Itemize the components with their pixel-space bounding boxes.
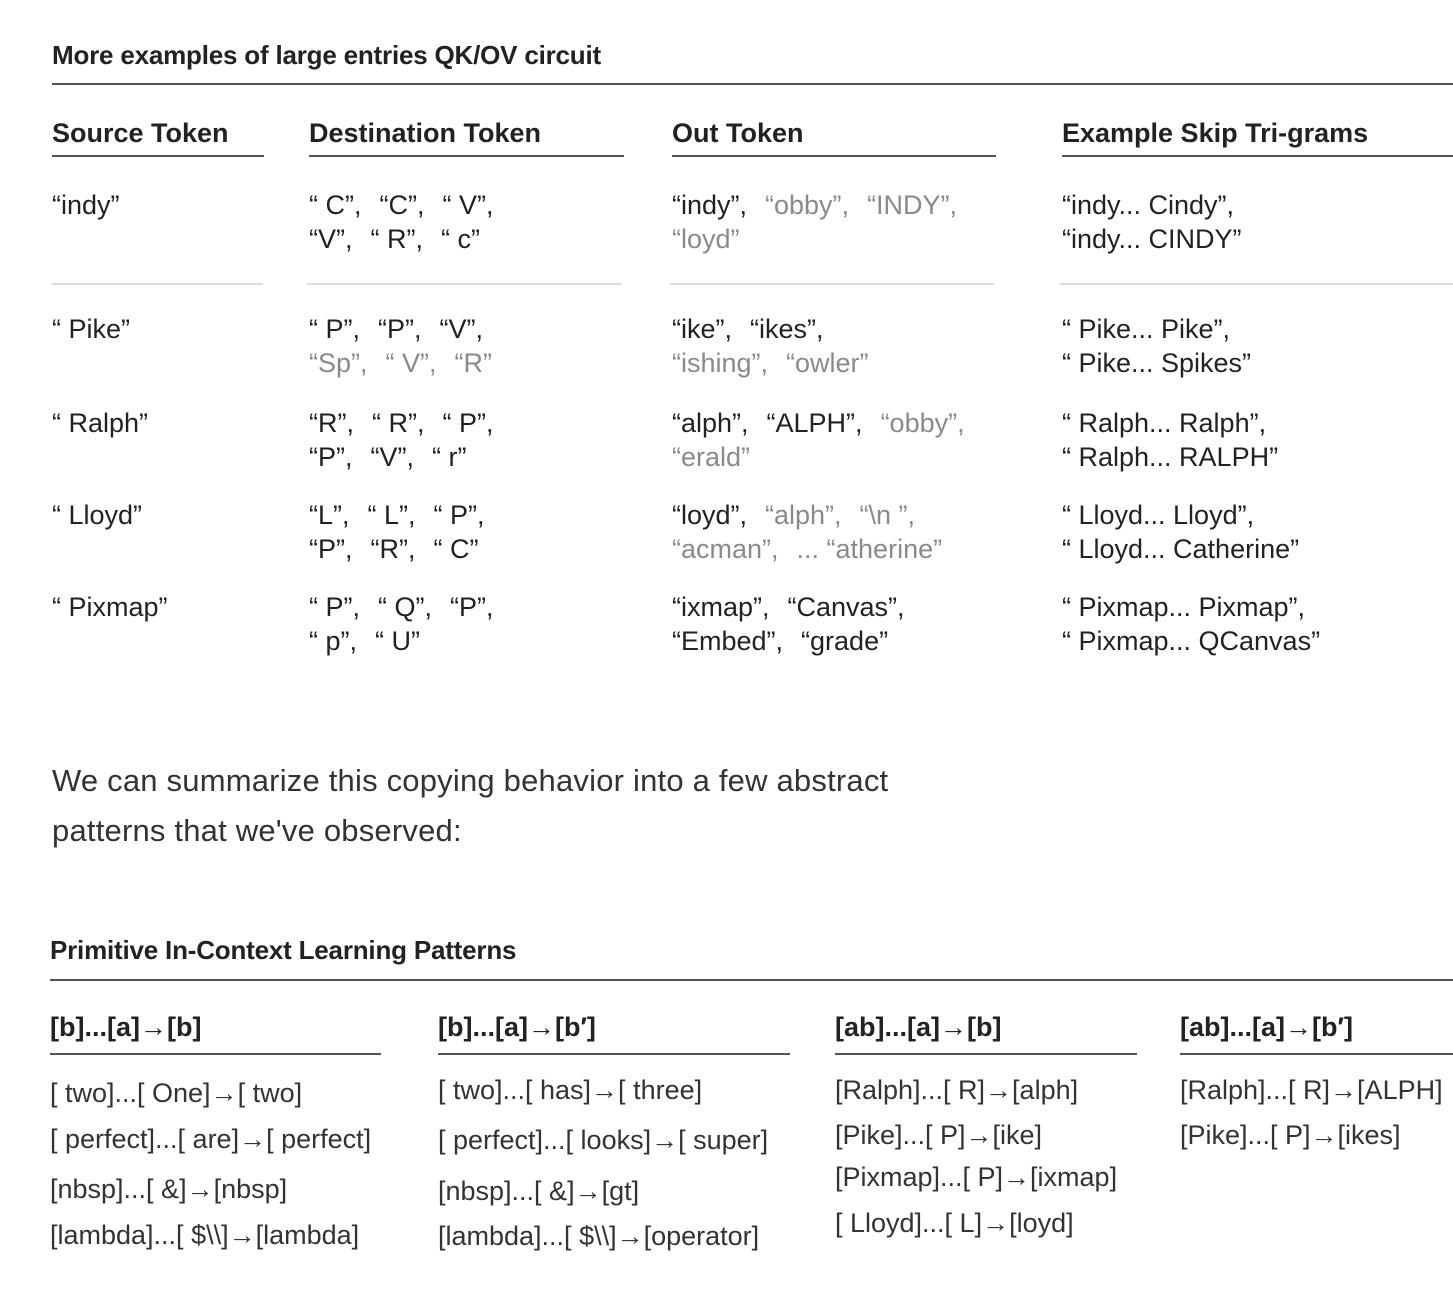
token-line bbox=[309, 624, 512, 658]
token-line bbox=[309, 346, 510, 380]
token-line bbox=[672, 222, 975, 256]
skip-trigrams bbox=[1062, 590, 1320, 658]
trigram-line: “ Lloyd... Lloyd”, bbox=[1062, 500, 1255, 530]
token-line bbox=[309, 590, 512, 624]
token: “indy”, bbox=[672, 190, 748, 220]
out-tokens bbox=[672, 312, 887, 380]
patterns-title: Primitive In-Context Learning Patterns bbox=[50, 935, 517, 965]
header-source-token: Source Token bbox=[52, 118, 264, 157]
token-line bbox=[309, 532, 503, 566]
token: “erald” bbox=[672, 442, 751, 472]
token: “ V”, bbox=[442, 190, 494, 220]
skip-trigrams bbox=[1062, 312, 1251, 380]
pattern-example: [ two]...[ One]→[ two] bbox=[50, 1078, 303, 1108]
token-line bbox=[672, 406, 983, 440]
token: “R” bbox=[454, 348, 492, 378]
token: “loyd”, bbox=[672, 500, 748, 530]
out-tokens bbox=[672, 498, 960, 566]
token-line bbox=[672, 532, 960, 566]
pattern-example: [ two]...[ has]→[ three] bbox=[438, 1075, 703, 1105]
token: “ V”, bbox=[385, 348, 437, 378]
token: “ C”, bbox=[309, 190, 362, 220]
source-token: “ Pixmap” bbox=[52, 592, 168, 622]
token: “ p”, bbox=[309, 626, 358, 656]
token-line bbox=[309, 188, 511, 222]
token: “V”, bbox=[370, 442, 414, 472]
pattern-example: [Pike]...[ P]→[ike] bbox=[835, 1120, 1043, 1150]
pattern-example: [ Lloyd]...[ L]→[loyd] bbox=[835, 1208, 1074, 1238]
token: “ R”, bbox=[370, 224, 423, 254]
token: “R”, bbox=[309, 408, 354, 438]
destination-tokens bbox=[309, 312, 510, 380]
token: “ P”, bbox=[433, 500, 485, 530]
trigram-line: “ Lloyd... Catherine” bbox=[1062, 534, 1300, 564]
pattern-header: [b]...[a]→[b] bbox=[50, 1012, 381, 1055]
row-divider bbox=[1060, 283, 1453, 285]
token-line bbox=[672, 624, 923, 658]
token: “ R”, bbox=[371, 408, 425, 438]
trigram-line: “indy... CINDY” bbox=[1062, 224, 1242, 254]
token: “ P”, bbox=[442, 408, 494, 438]
token: “owler” bbox=[786, 348, 869, 378]
pattern-example: [ perfect]...[ are]→[ perfect] bbox=[50, 1124, 372, 1154]
header-destination-token: Destination Token bbox=[309, 118, 624, 157]
summary-line-1: We can summarize this copying behavior into a few abstract bbox=[52, 763, 889, 798]
out-tokens bbox=[672, 590, 923, 658]
pattern-header: [b]...[a]→[b′] bbox=[438, 1012, 790, 1055]
trigram-line: “ Pike... Spikes” bbox=[1062, 348, 1252, 378]
token: “L”, bbox=[309, 500, 350, 530]
token-line bbox=[309, 406, 511, 440]
token: “loyd” bbox=[672, 224, 740, 254]
token: “ALPH”, bbox=[766, 408, 863, 438]
destination-tokens bbox=[309, 188, 511, 256]
token: “\n ”, bbox=[859, 500, 916, 530]
token-line bbox=[672, 188, 975, 222]
out-tokens bbox=[672, 406, 983, 474]
trigram-line: “indy... Cindy”, bbox=[1062, 190, 1235, 220]
token: “P”, bbox=[309, 442, 353, 472]
trigram-line: “ Ralph... RALPH” bbox=[1062, 442, 1279, 472]
token-line bbox=[672, 498, 960, 532]
token: “obby”, bbox=[880, 408, 965, 438]
token: “obby”, bbox=[765, 190, 850, 220]
token-line bbox=[309, 498, 503, 532]
token: “V”, bbox=[439, 314, 483, 344]
token: “P”, bbox=[450, 592, 494, 622]
pattern-example: [Ralph]...[ R]→[alph] bbox=[835, 1075, 1079, 1105]
source-token: “ Lloyd” bbox=[52, 500, 143, 530]
token: “ C” bbox=[433, 534, 479, 564]
pattern-example: [Pike]...[ P]→[ikes] bbox=[1180, 1120, 1401, 1150]
trigram-line: “ Pixmap... Pixmap”, bbox=[1062, 592, 1306, 622]
pattern-example: [nbsp]...[ &]→[nbsp] bbox=[50, 1174, 288, 1204]
token-line bbox=[672, 312, 887, 346]
token-line bbox=[672, 590, 923, 624]
token-line bbox=[672, 440, 983, 474]
row-divider bbox=[52, 283, 263, 285]
source-token: “ Ralph” bbox=[52, 408, 149, 438]
token: “ixmap”, bbox=[672, 592, 770, 622]
token: “ L”, bbox=[367, 500, 416, 530]
token: “C”, bbox=[379, 190, 425, 220]
destination-tokens bbox=[309, 498, 503, 566]
skip-trigrams bbox=[1062, 188, 1242, 256]
patterns-title-rule bbox=[50, 979, 1453, 981]
row-divider bbox=[670, 283, 994, 285]
pattern-example: [lambda]...[ $\\]→[operator] bbox=[438, 1221, 760, 1251]
source-token: “ Pike” bbox=[52, 314, 131, 344]
pattern-header: [ab]...[a]→[b′] bbox=[1180, 1012, 1453, 1055]
row-divider bbox=[307, 283, 622, 285]
skip-trigrams bbox=[1062, 406, 1278, 474]
trigram-line: “ Ralph... Ralph”, bbox=[1062, 408, 1267, 438]
token: “ P”, bbox=[309, 314, 360, 344]
token: “P”, bbox=[309, 534, 353, 564]
pattern-example: [Pixmap]...[ P]→[ixmap] bbox=[835, 1162, 1118, 1192]
token: “ Q”, bbox=[378, 592, 432, 622]
destination-tokens bbox=[309, 406, 511, 474]
pattern-example: [nbsp]...[ &]→[gt] bbox=[438, 1176, 640, 1206]
skip-trigrams bbox=[1062, 498, 1299, 566]
token-line bbox=[672, 346, 887, 380]
source-token: “indy” bbox=[52, 190, 120, 220]
summary-line-2: patterns that we've observed: bbox=[52, 813, 462, 848]
pattern-header: [ab]...[a]→[b] bbox=[835, 1012, 1137, 1055]
token: “Sp”, bbox=[309, 348, 368, 378]
token: “alph”, bbox=[672, 408, 749, 438]
token: “ U” bbox=[375, 626, 420, 656]
header-out-token: Out Token bbox=[672, 118, 996, 157]
examples-title: More examples of large entries QK/OV circuit bbox=[52, 40, 601, 70]
token: “R”, bbox=[370, 534, 416, 564]
token: “ r” bbox=[432, 442, 467, 472]
token: “acman”, bbox=[672, 534, 779, 564]
token: “INDY”, bbox=[867, 190, 958, 220]
token-line bbox=[309, 222, 511, 256]
pattern-example: [lambda]...[ $\\]→[lambda] bbox=[50, 1220, 360, 1250]
token: “ P”, bbox=[309, 592, 360, 622]
token: “ c” bbox=[440, 224, 480, 254]
pattern-example: [Ralph]...[ R]→[ALPH] bbox=[1180, 1075, 1443, 1105]
trigram-line: “ Pixmap... QCanvas” bbox=[1062, 626, 1321, 656]
destination-tokens bbox=[309, 590, 512, 658]
token: “P”, bbox=[378, 314, 422, 344]
token: “Embed”, bbox=[672, 626, 784, 656]
header-example-skip-trigrams: Example Skip Tri-grams bbox=[1062, 118, 1453, 157]
token: “grade” bbox=[801, 626, 889, 656]
trigram-line: “ Pike... Pike”, bbox=[1062, 314, 1231, 344]
token: “ishing”, bbox=[672, 348, 769, 378]
out-tokens bbox=[672, 188, 975, 256]
examples-title-rule bbox=[52, 83, 1453, 85]
token: “ikes”, bbox=[750, 314, 824, 344]
token-line bbox=[309, 312, 510, 346]
token: “ike”, bbox=[672, 314, 732, 344]
token: “V”, bbox=[309, 224, 353, 254]
token: ... “atherine” bbox=[796, 534, 943, 564]
token-line bbox=[309, 440, 511, 474]
summary-paragraph bbox=[52, 756, 888, 856]
pattern-example: [ perfect]...[ looks]→[ super] bbox=[438, 1125, 769, 1155]
token: “alph”, bbox=[765, 500, 842, 530]
token: “Canvas”, bbox=[787, 592, 905, 622]
